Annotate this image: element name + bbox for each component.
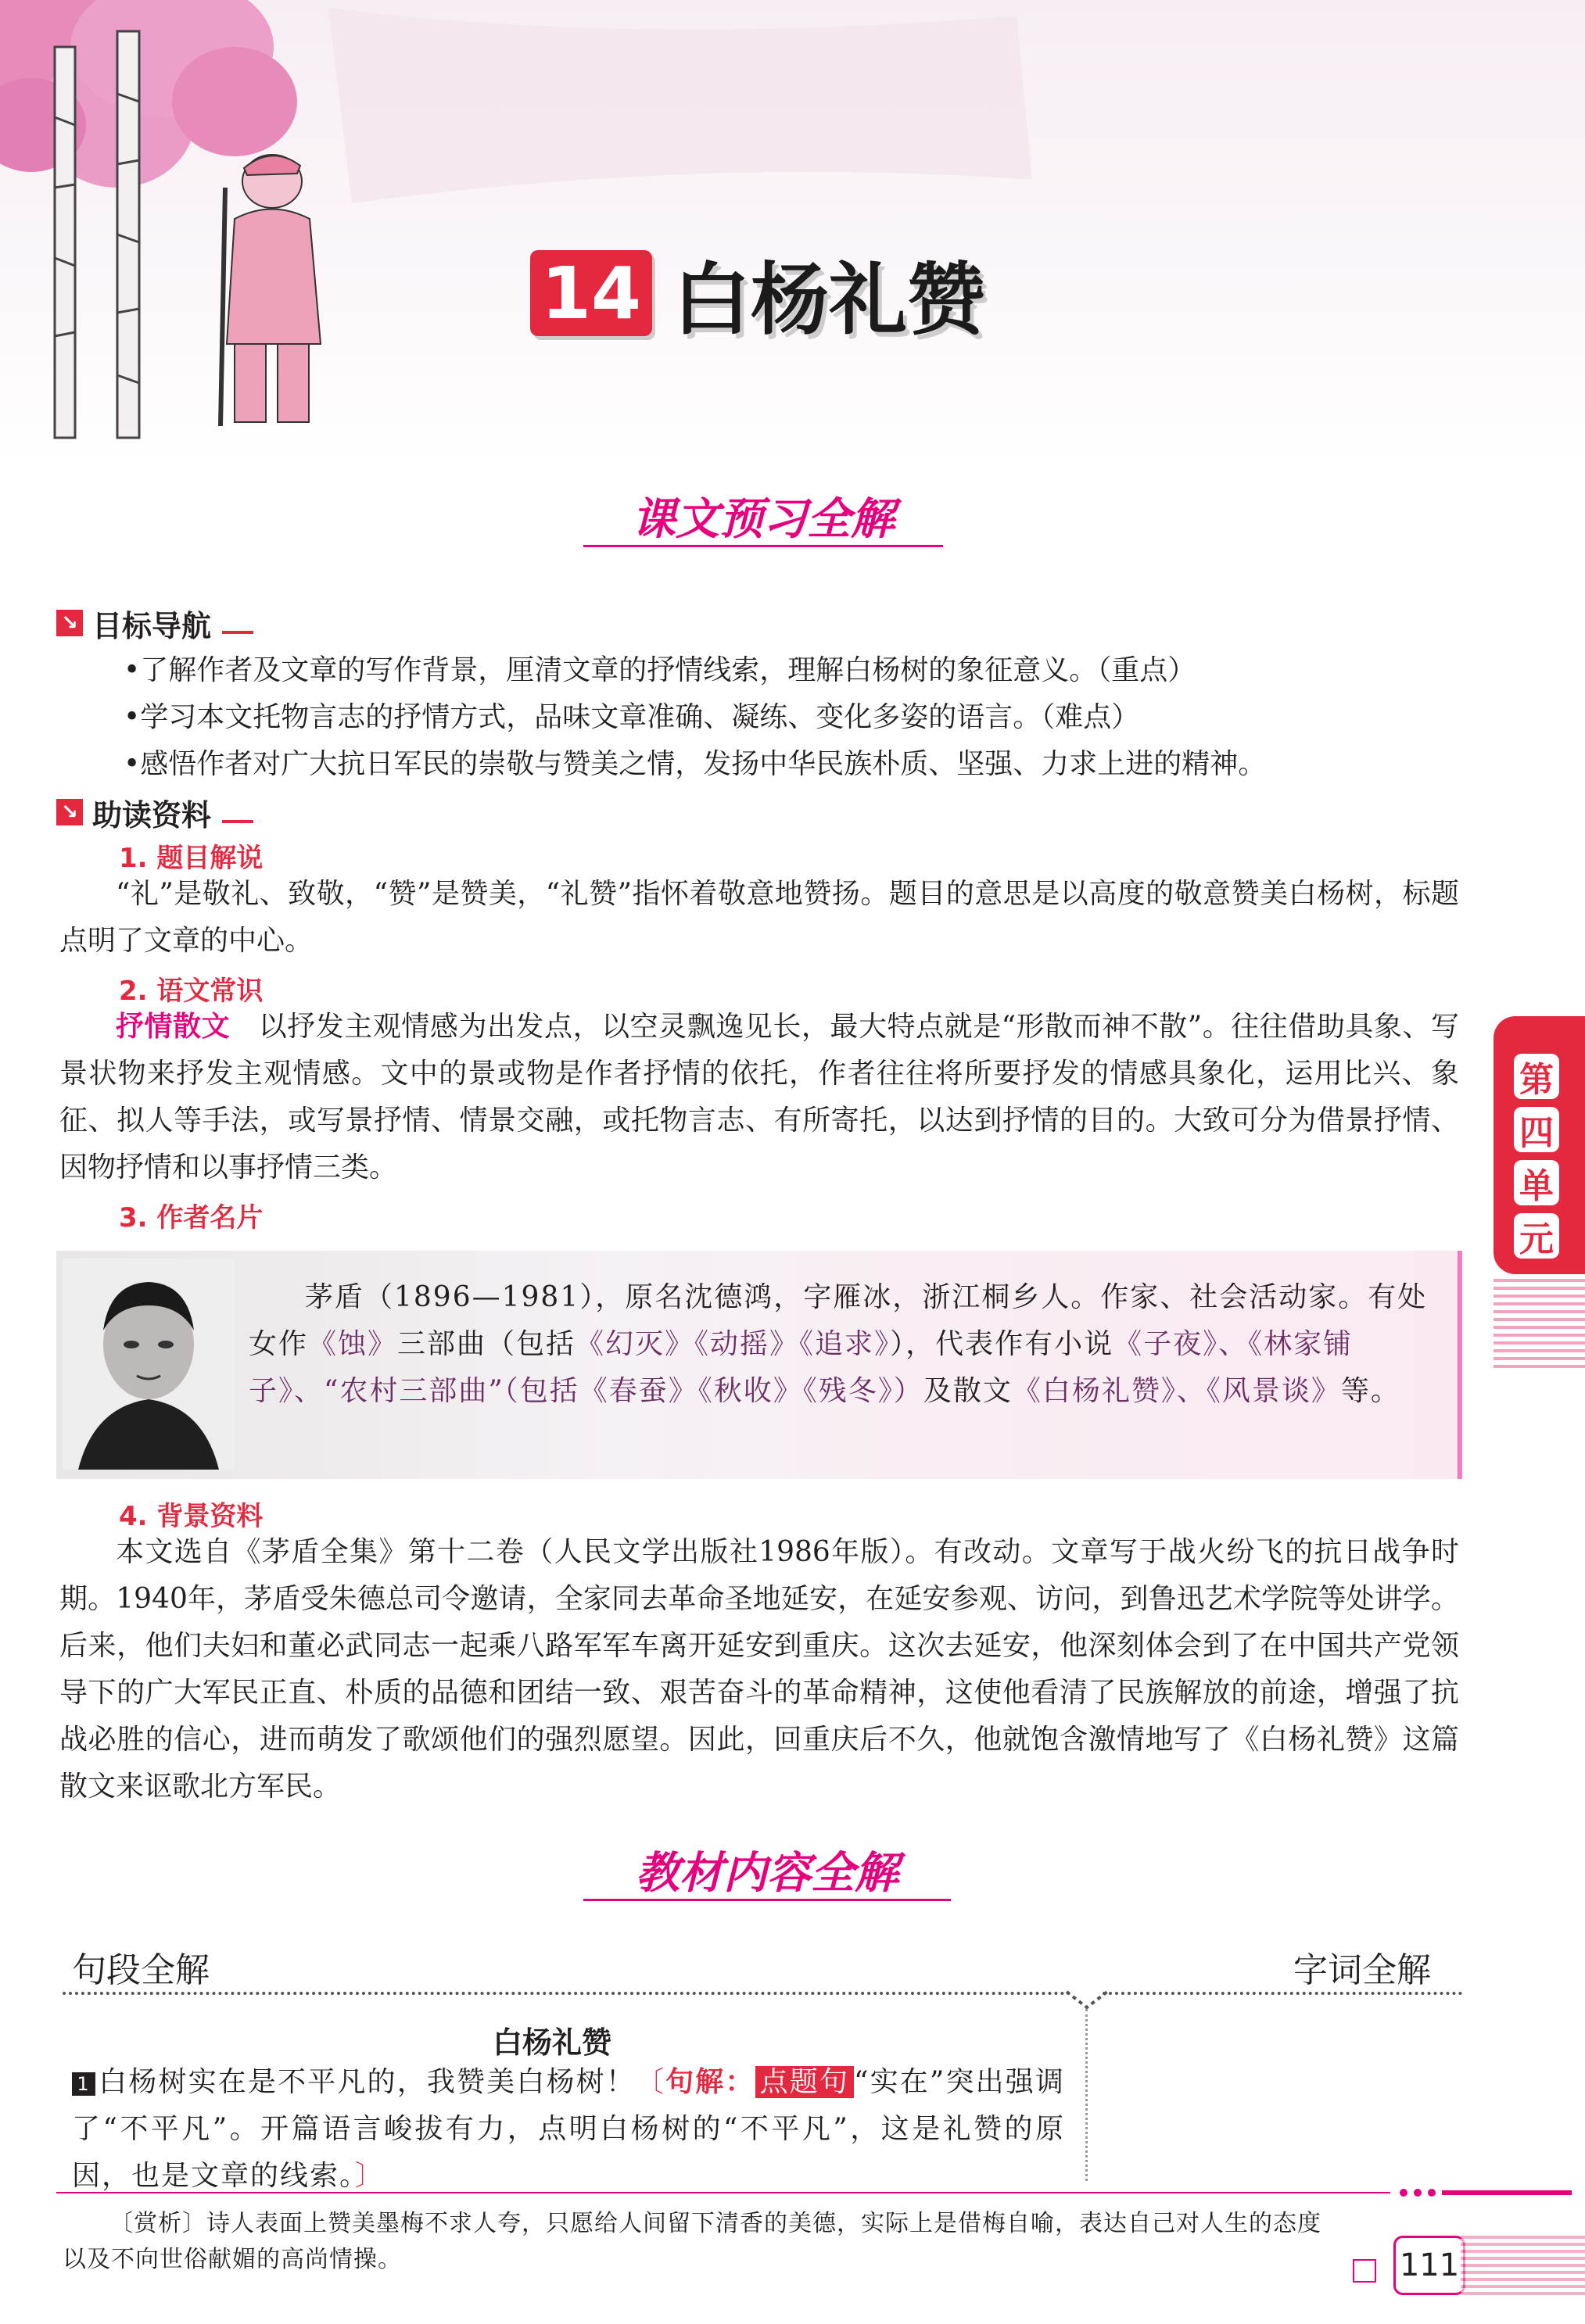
divider-left: [63, 1992, 1071, 1995]
footer-note: 〔赏析〕诗人表面上赞美墨梅不求人夸，只愿给人间留下清香的美德，实际上是借梅自喻，表达自己对人生的态度以及不向世俗献媚的高尚情操。: [63, 2210, 1321, 2273]
term-label: 抒情散文: [116, 1011, 231, 1043]
divider-right: [1103, 1992, 1462, 1995]
lesson-name: 白杨礼赞: [672, 254, 986, 346]
side-stripes: [1494, 1274, 1585, 1368]
section-banner-preview: [583, 485, 943, 555]
goal-item: •学习本文托物言志的抒情方式，品味文章准确、凝练、变化多姿的语言。（难点）: [124, 701, 1140, 733]
goals-heading: [56, 605, 253, 641]
section-title-preview: 课文预习全解: [632, 494, 895, 545]
column-heading-sentences: 句段全解: [72, 1950, 210, 1990]
page-marker-icon: [1353, 2259, 1376, 2283]
column-separator: [1085, 2009, 1088, 2181]
page-stripes: [1461, 2236, 1585, 2295]
bio-text: ），代表作有小说: [890, 1328, 1114, 1360]
footer-rule: [56, 2192, 1390, 2193]
subsection-title-2: 2. 语文常识: [119, 976, 264, 1007]
bio-text: 等。: [1340, 1375, 1400, 1407]
arrow-icon: ↘: [56, 799, 83, 825]
card-edge: [1458, 1251, 1462, 1479]
note-bracket-close: 〕: [355, 2160, 385, 2192]
ink-wash: [328, 8, 1032, 203]
note-bracket-open: 〔: [635, 2066, 666, 2098]
section-banner-content: [583, 1839, 951, 1909]
page-number: 111: [1393, 2236, 1465, 2295]
note-label: 句解：: [665, 2066, 755, 2098]
section-title-content: 教材内容全解: [636, 1848, 898, 1899]
goal-item: •感悟作者对广大抗日军民的崇敬与赞美之情，发扬中华民族朴质、坚强、力求上进的精神。: [124, 748, 1267, 780]
reading-heading-label: 助读资料: [92, 797, 212, 833]
passage-sentence: 白杨树实在是不平凡的，我赞美白杨树！: [99, 2066, 636, 2098]
passage-paragraph: [72, 2059, 1065, 2200]
work-title: 《蚀》: [308, 1328, 398, 1360]
goal-item: •了解作者及文章的写作背景，厘清文章的抒情线索，理解白杨树的象征意义。（重点）: [124, 654, 1196, 686]
subsection-title-1: 1. 题目解说: [119, 843, 264, 874]
unit-tab-char: 四: [1514, 1107, 1559, 1152]
header-illustration: [0, 0, 1095, 461]
unit-side-tab: [1494, 1016, 1585, 1274]
work-title: 《白杨礼赞》、《风景谈》: [1012, 1375, 1341, 1407]
subsection-title-3: 3. 作者名片: [119, 1202, 264, 1234]
passage-title: 白杨礼赞: [493, 2025, 612, 2060]
arrow-icon: ↘: [56, 610, 83, 636]
goals-list: [124, 647, 1453, 788]
heading-underline: [222, 820, 253, 823]
heading-underline: [222, 631, 253, 634]
work-title: 《子夜》、《林家铺子》、“农村三部曲”（包括《春蚕》《秋收》《残冬》）: [249, 1328, 1354, 1407]
background-info: 本文选自《茅盾全集》第十二卷（人民文学出版社1986年版）。有改动。文章写于战火纷飞的抗日战争时期。1940年，茅盾受朱德总司令邀请，全家同去革命圣地延安，在延安参观、访问，到鲁迅艺术学院等处讲学。后来，他们夫妇和董必武同志一起乘八路军军车离开延安到重庆。这次去延安，他深刻体会到了在中国共产党领导下的广大军民正直、朴质的品德和团结一致、艰苦奋斗的革命精神，这使他看清了民族解放的前途，增强了抗战必胜的信心，进而萌发了歌颂他们的强烈愿望。因此，回重庆后不久，他就饱含激情地写了《白杨礼赞》这篇散文来讴歌北方军民。: [59, 1536, 1459, 1803]
literary-knowledge: [59, 1004, 1459, 1191]
subsection-title-4: 4. 背景资料: [119, 1501, 264, 1532]
note-tag: 点题句: [755, 2066, 854, 2098]
author-bio: [249, 1274, 1429, 1415]
goals-heading-label: 目标导航: [92, 608, 212, 643]
column-heading-words: 字词全解: [1293, 1950, 1431, 1990]
work-title: 《幻灭》《动摇》《追求》: [576, 1328, 891, 1360]
lesson-number: 14: [530, 250, 652, 336]
bio-text: 三部曲（包括: [397, 1328, 576, 1360]
paragraph-number: 1: [72, 2072, 95, 2096]
unit-tab-char: 单: [1514, 1160, 1559, 1205]
banner-underline: [583, 545, 943, 547]
author-portrait: [63, 1259, 235, 1470]
unit-tab-char: 第: [1514, 1054, 1559, 1099]
reading-heading: [56, 794, 253, 833]
footer-dots: [1400, 2187, 1572, 2198]
title-explanation: “礼”是敬礼、致敬，“赞”是赞美，“礼赞”指怀着敬意地赞扬。题目的意思是以高度的敬意赞美白杨树，标题点明了文章的中心。: [59, 878, 1459, 957]
banner-underline: [583, 1899, 951, 1901]
unit-tab-char: 元: [1514, 1213, 1559, 1259]
soldier-figure: [221, 155, 321, 426]
bio-text: 及散文: [923, 1375, 1013, 1407]
term-text: 以抒发主观情感为出发点，以空灵飘逸见长，最大特点就是“形散而神不散”。往往借助具象、写景状物来抒发主观情感。文中的景或物是作者抒情的依托，作者往往将所要抒发的情感具象化，运用比兴、象征、拟人等手法，或写景抒情、情景交融，或托物言志、有所寄托，以达到抒情的目的。大致可分为借景抒情、因物抒情和以事抒情三类。: [59, 1011, 1459, 1183]
lesson-title: [530, 250, 986, 346]
note-text: “实在”突出强调了“不平凡”。开篇语言峻拔有力，点明白杨树的“不平凡”，这是礼赞的原因，也是文章的线索。: [72, 2066, 1065, 2192]
bio-text: 茅盾（1896—1981），原名沈德鸿，字雁冰，浙江桐乡人。作家、社会活动家。有处女作: [249, 1281, 1428, 1360]
